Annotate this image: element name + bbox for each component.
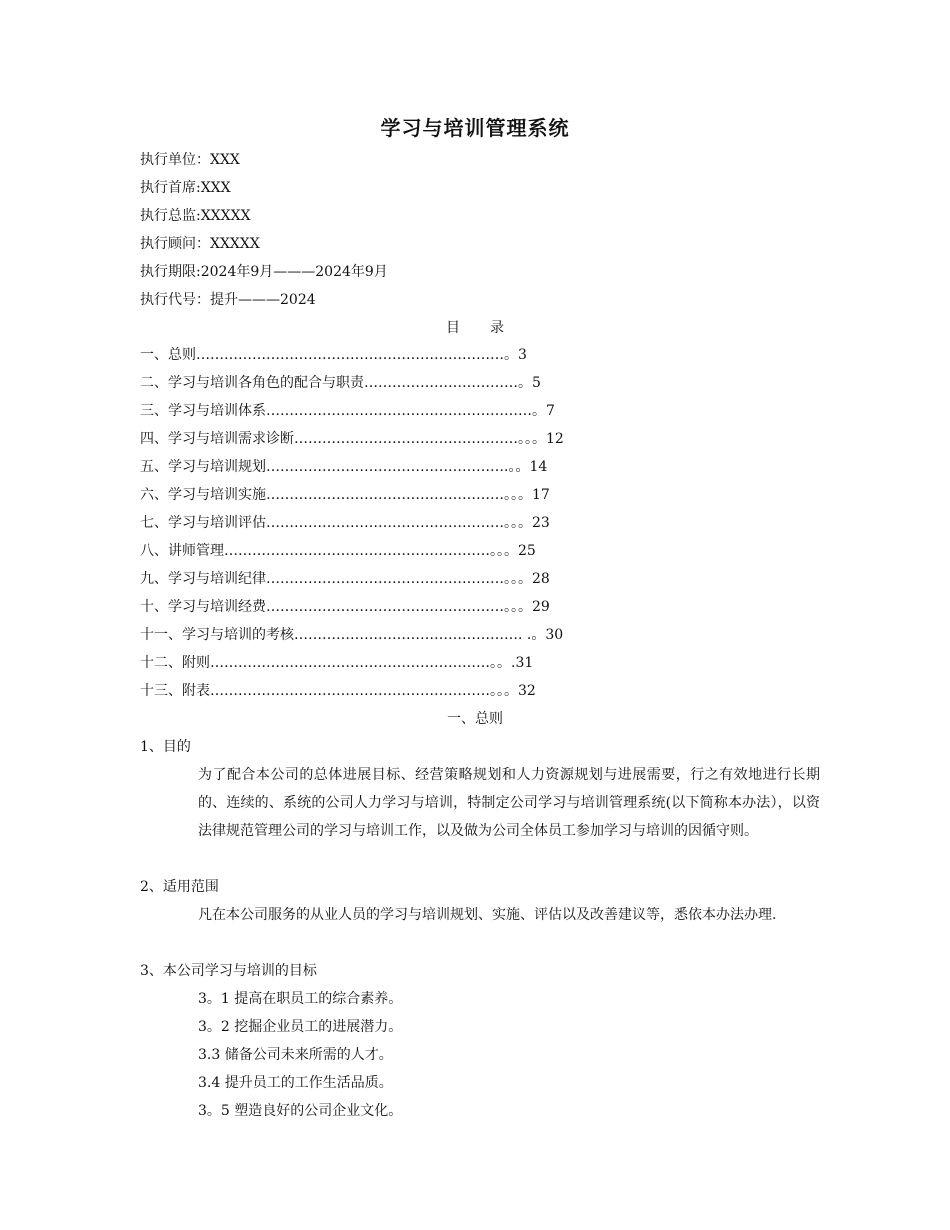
toc-entry-page: 。7	[532, 403, 555, 419]
meta-line-code: 执行代号：提升———2024	[140, 292, 316, 308]
section-purpose	[140, 733, 820, 845]
toc-entry-leader: ……………………………………………	[266, 571, 504, 587]
goal-item: 3。2 挖掘企业员工的进展潜力。	[198, 1019, 403, 1035]
purpose-heading: 1、目的	[140, 739, 191, 755]
toc-entry-page: . .。30	[518, 627, 564, 643]
toc-entry	[140, 509, 740, 537]
toc-entry-leader: ……………………………………………………	[210, 655, 490, 671]
toc-entry-page: 。。。32	[490, 683, 536, 699]
section-goals	[140, 957, 820, 1125]
toc-entry-leader: …………………………………………………	[266, 403, 532, 419]
toc-entry	[140, 453, 740, 481]
meta-block	[140, 146, 840, 314]
toc-entry-page: 。。。12	[518, 431, 564, 447]
goal-item: 3.4 提升员工的工作生活品质。	[198, 1075, 393, 1091]
toc-entry-label: 九、学习与培训纪律	[140, 571, 266, 587]
section-scope	[140, 873, 820, 929]
goal-item: 3。5 塑造良好的公司企业文化。	[198, 1103, 403, 1119]
toc-entry	[140, 425, 740, 453]
document-title: 学习与培训管理系统	[380, 116, 570, 140]
toc-entry-page: 。。。29	[504, 599, 550, 615]
toc-entry	[140, 621, 740, 649]
toc-entry	[140, 537, 740, 565]
toc-entry	[140, 397, 740, 425]
toc-entry-page: 。。。17	[504, 487, 550, 503]
purpose-paragraph: 为了配合本公司的总体进展目标、经营策略规划和人力资源规划与进展需要，行之有效地进行长期的、连续的、系统的公司人力学习与培训，特制定公司学习与培训管理系统(以下简称本办法），以资法律规范管理公司的学习与培训工作，以及做为公司全体员工参加学习与培训的因循守则。	[198, 767, 820, 839]
toc-entry-page: 。5	[518, 375, 541, 391]
toc-entry	[140, 677, 740, 705]
toc-entry-label: 一、总则	[140, 347, 196, 363]
table-of-contents	[140, 341, 740, 705]
toc-entry-leader: ……………………………………………	[266, 599, 504, 615]
toc-entry-label: 三、学习与培训体系	[140, 403, 266, 419]
toc-entry-label: 五、学习与培训规划	[140, 459, 266, 475]
toc-entry-label: 十三、附表	[140, 683, 210, 699]
goal-item: 3。1 提高在职员工的综合素养。	[198, 991, 403, 1007]
toc-entry-label: 八、讲师管理	[140, 543, 224, 559]
meta-line-chief: 执行首席:XXX	[140, 180, 231, 196]
toc-entry-page: 。3	[504, 347, 527, 363]
toc-entry-page: 。。。28	[504, 571, 550, 587]
toc-entry-leader: ……………………………………………	[266, 515, 504, 531]
goals-heading: 3、本公司学习与培训的目标	[140, 963, 317, 979]
scope-paragraph: 凡在本公司服务的从业人员的学习与培训规划、实施、评估以及改善建议等，悉依本办法办理.	[198, 907, 777, 923]
toc-entry-page: .。。14	[504, 459, 548, 475]
toc-entry-label: 七、学习与培训评估	[140, 515, 266, 531]
toc-entry-page: 。。。23	[504, 515, 550, 531]
toc-entry	[140, 341, 740, 369]
toc-entry	[140, 593, 740, 621]
toc-entry-label: 四、学习与培训需求诊断	[140, 431, 294, 447]
toc-entry-label: 十、学习与培训经费	[140, 599, 266, 615]
toc-entry	[140, 369, 740, 397]
toc-entry-leader: …………………………………………	[294, 627, 518, 643]
toc-entry-leader: …………………………………………………………	[196, 347, 504, 363]
toc-entry	[140, 565, 740, 593]
meta-line-unit: 执行单位：XXX	[140, 152, 240, 168]
toc-entry-leader: ……………………………………………	[266, 459, 504, 475]
scope-heading: 2、适用范围	[140, 879, 219, 895]
toc-entry-leader: ……………………………………………	[266, 487, 504, 503]
meta-line-director: 执行总监:XXXXX	[140, 208, 251, 224]
toc-entry	[140, 649, 740, 677]
section-heading-general: 一、总则	[447, 711, 503, 727]
toc-entry-leader: …………………………………………………	[224, 543, 490, 559]
toc-entry-page: 。。.31	[490, 655, 534, 671]
meta-line-advisor: 执行顾问：XXXXX	[140, 236, 260, 252]
toc-entry-label: 十二、附则	[140, 655, 210, 671]
meta-line-period: 执行期限:2024年9月———2024年9月	[140, 264, 388, 280]
toc-entry-page: 。。。25	[490, 543, 536, 559]
toc-entry-leader: …………………………………………	[294, 431, 518, 447]
toc-entry-label: 十一、学习与培训的考核	[140, 627, 294, 643]
toc-heading: 目录	[446, 320, 534, 336]
toc-entry	[140, 481, 740, 509]
goal-item: 3.3 储备公司未来所需的人才。	[198, 1047, 393, 1063]
toc-entry-leader: ……………………………	[364, 375, 518, 391]
toc-entry-label: 二、学习与培训各角色的配合与职责	[140, 375, 364, 391]
toc-entry-label: 六、学习与培训实施	[140, 487, 266, 503]
toc-entry-leader: ……………………………………………………	[210, 683, 490, 699]
